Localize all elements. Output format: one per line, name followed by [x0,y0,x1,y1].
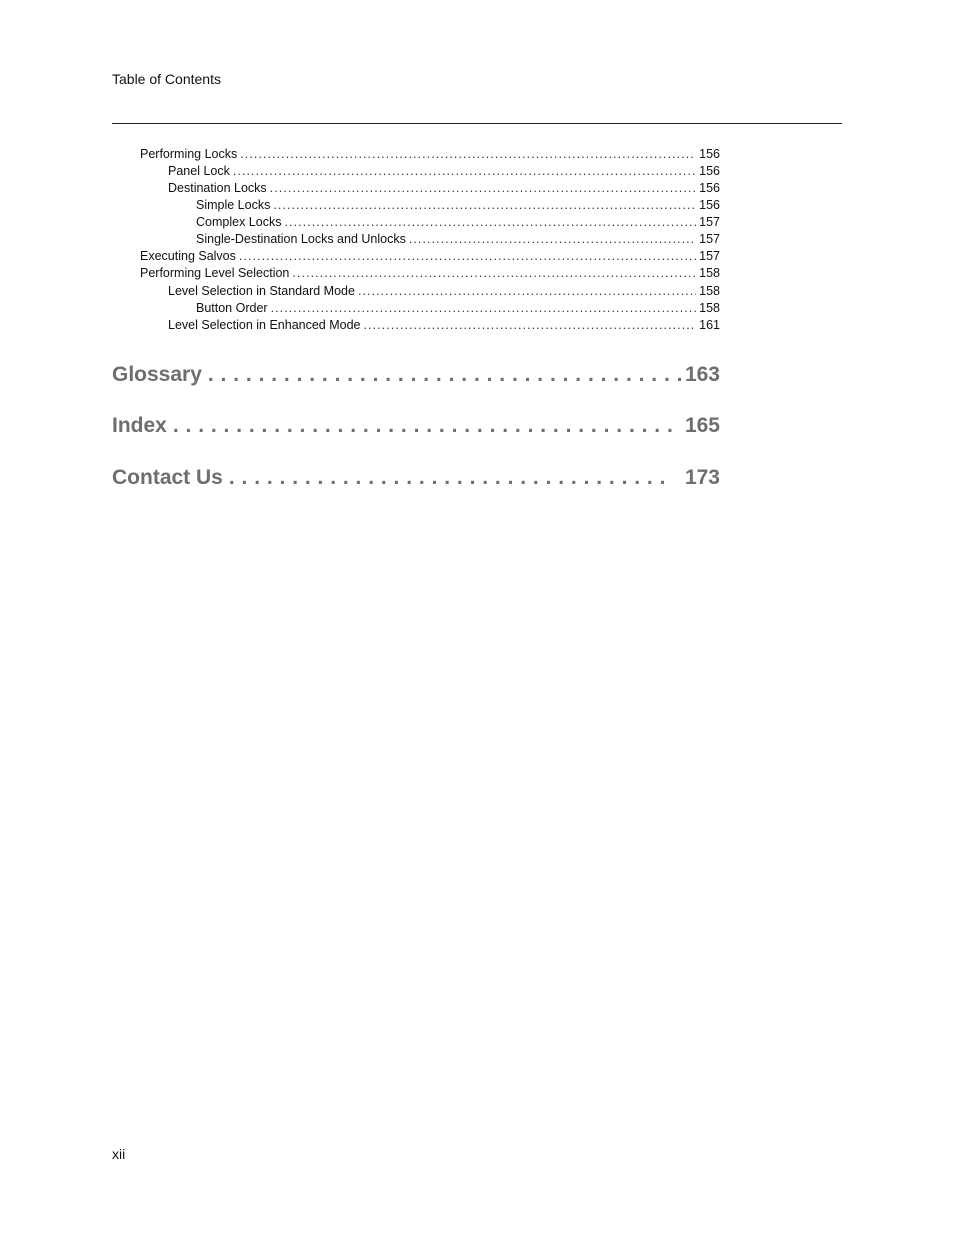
toc-entry-page: 157 [699,232,720,246]
dot-leader [173,411,681,441]
header-rule [112,123,842,124]
toc-entry-label: Complex Locks [196,215,282,229]
toc-entry-label: Performing Level Selection [140,266,290,280]
toc-entry[interactable] [196,197,720,214]
toc-entry-page: 156 [699,181,720,195]
toc-entry-page: 158 [699,301,720,315]
toc-entry[interactable] [168,283,720,300]
dot-leader [409,231,696,248]
dot-leader [233,163,696,180]
dot-leader [240,146,696,163]
toc-entry-label: Single-Destination Locks and Unlocks [196,232,406,246]
toc-entry-page: 156 [699,198,720,212]
toc-major-label: Glossary [112,363,202,386]
dot-leader [284,214,696,231]
dot-leader [229,463,671,493]
toc-entry-page: 157 [699,215,720,229]
toc-entry-label: Destination Locks [168,181,267,195]
dot-leader [271,300,697,317]
running-header: Table of Contents [112,71,221,87]
toc-entry-page: 161 [699,318,720,332]
toc-entry-page: 156 [699,164,720,178]
toc-entry-page: 158 [699,266,720,280]
toc-entry[interactable] [140,248,720,265]
dot-leader [364,317,697,334]
toc-major-page: 173 [684,466,720,489]
toc-entry-label: Level Selection in Standard Mode [168,284,355,298]
toc-entry[interactable] [196,300,720,317]
dot-leader [292,265,696,282]
toc-entry[interactable] [196,231,720,248]
toc-entry-page: 156 [699,147,720,161]
toc-major-entry-index[interactable] [112,411,720,441]
toc-entry[interactable] [140,146,720,163]
dot-leader [208,360,681,390]
toc-major-label: Index [112,414,167,437]
toc-major-label: Contact Us [112,466,223,489]
dot-leader [239,248,696,265]
page-number: xii [112,1146,126,1162]
dot-leader [358,283,696,300]
toc-major-page: 165 [684,414,720,437]
toc-entry-label: Performing Locks [140,147,238,161]
toc-entry[interactable] [140,265,720,282]
toc-entry-page: 158 [699,284,720,298]
toc-major-entry-contact-us[interactable] [112,463,720,493]
toc-entry[interactable] [168,180,720,197]
toc-entry-label: Executing Salvos [140,249,236,263]
toc-entry-label: Button Order [196,301,268,315]
toc-entry-page: 157 [699,249,720,263]
toc-entry-label: Simple Locks [196,198,271,212]
toc-major-entry-glossary[interactable] [112,360,720,390]
toc-entry[interactable] [196,214,720,231]
toc-major-page: 163 [684,363,720,386]
toc-entry-label: Panel Lock [168,164,230,178]
dot-leader [273,197,696,214]
dot-leader [270,180,696,197]
toc-entry-label: Level Selection in Enhanced Mode [168,318,361,332]
toc-entry[interactable] [168,163,720,180]
toc-entry[interactable] [168,317,720,334]
